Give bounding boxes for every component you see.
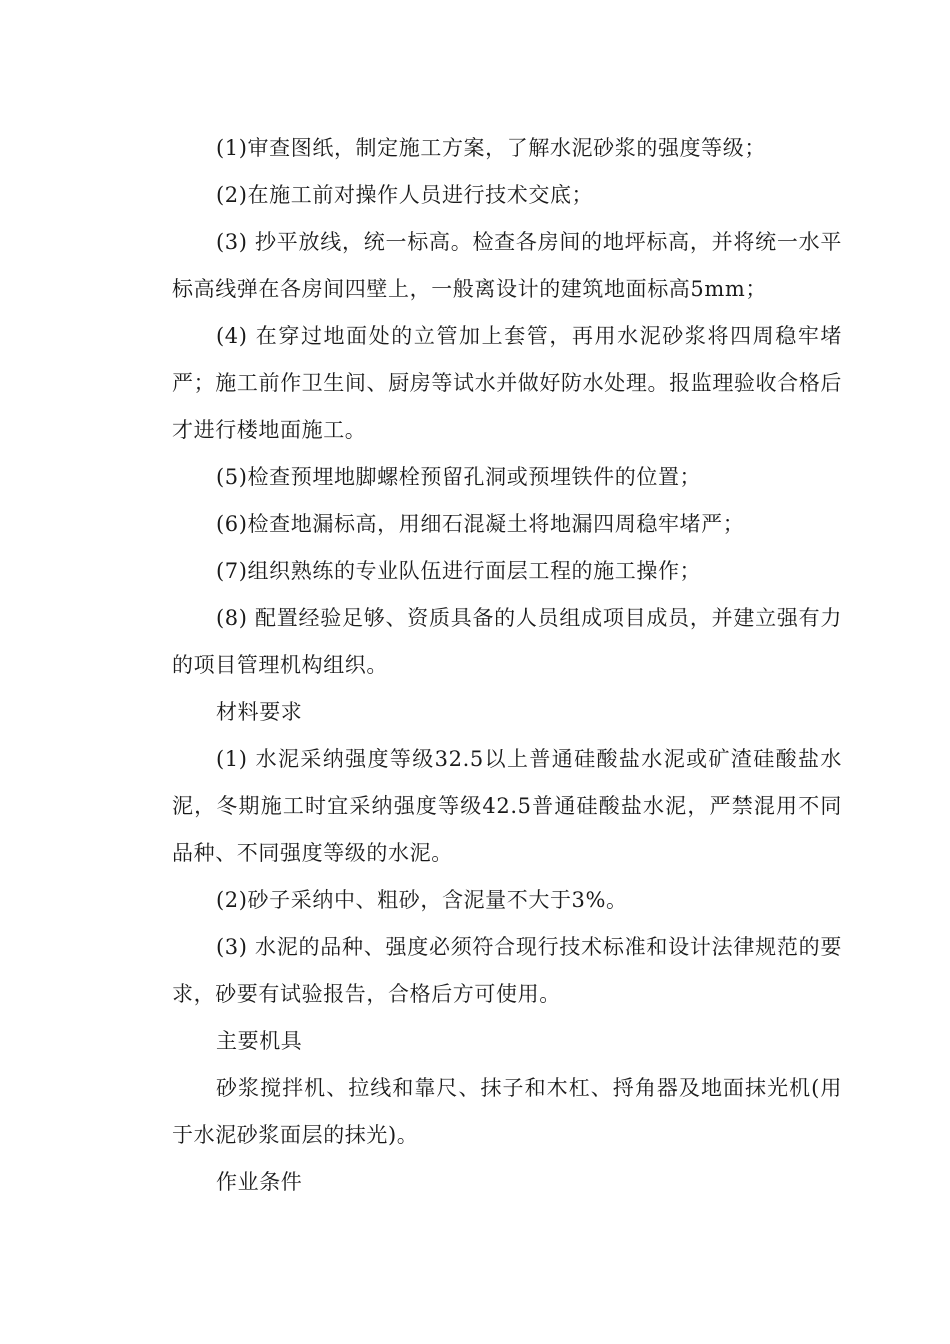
paragraph-step-1: (1)审查图纸，制定施工方案，了解水泥砂浆的强度等级； — [216, 136, 766, 160]
paragraph-material-1: (1) 水泥采纳强度等级32.5以上普通硅酸盐水泥或矿渣硅酸盐水泥，冬期施工时宜采纳强度等级42.5普通硅酸盐水泥，严禁混用不同品种、不同强度等级的水泥。 — [172, 747, 842, 865]
paragraph-tools: 砂浆搅拌机、拉线和靠尺、抹子和木杠、捋角器及地面抹光机(用于水泥砂浆面层的抹光)。 — [172, 1076, 842, 1147]
paragraph-step-5: (5)检查预埋地脚螺栓预留孔洞或预埋铁件的位置； — [216, 465, 702, 489]
paragraph-material-3: (3) 水泥的品种、强度必须符合现行技术标准和设计法律规范的要求，砂要有试验报告，合格后方可使用。 — [172, 935, 842, 1006]
paragraph-step-2: (2)在施工前对操作人员进行技术交底； — [216, 183, 594, 207]
document-body — [172, 125, 842, 1206]
paragraph-material-2: (2)砂子采纳中、粗砂，含泥量不大于3%。 — [216, 888, 628, 912]
section-heading-conditions: 作业条件 — [216, 1170, 303, 1194]
paragraph-step-6: (6)检查地漏标高，用细石混凝土将地漏四周稳牢堵严； — [216, 512, 745, 536]
paragraph-step-3: (3) 抄平放线，统一标高。检查各房间的地坪标高，并将统一水平标高线弹在各房间四壁上，一般离设计的建筑地面标高5mm； — [172, 230, 842, 301]
paragraph-step-7: (7)组织熟练的专业队伍进行面层工程的施工操作； — [216, 559, 702, 583]
section-heading-materials: 材料要求 — [216, 700, 303, 724]
paragraph-step-4: (4) 在穿过地面处的立管加上套管，再用水泥砂浆将四周稳牢堵严；施工前作卫生间、厨房等试水并做好防水处理。报监理验收合格后才进行楼地面施工。 — [172, 324, 842, 442]
paragraph-step-8: (8) 配置经验足够、资质具备的人员组成项目成员，并建立强有力的项目管理机构组织。 — [172, 606, 842, 677]
section-heading-tools: 主要机具 — [216, 1029, 303, 1053]
